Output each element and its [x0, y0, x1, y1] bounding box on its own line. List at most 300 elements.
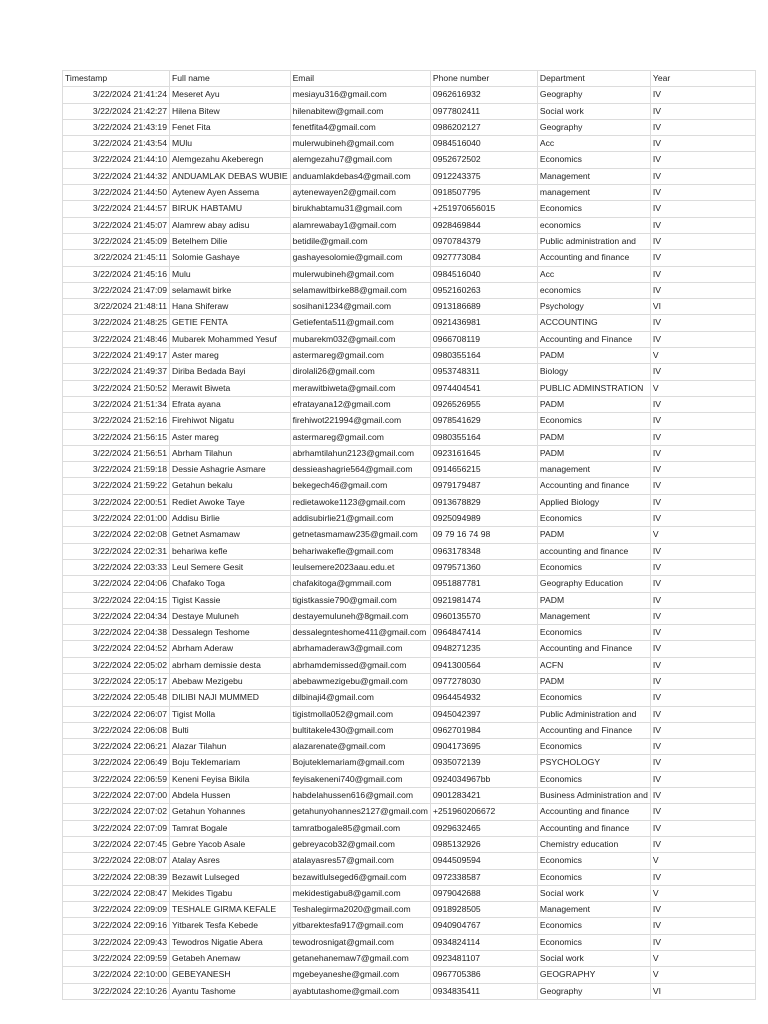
header-row	[63, 71, 756, 87]
timestamp-cell: 3/22/2024 21:44:32	[63, 168, 170, 184]
timestamp-cell: 3/22/2024 22:07:02	[63, 804, 170, 820]
email-cell: gebreyacob32@gmail.com	[290, 836, 430, 852]
timestamp-cell: 3/22/2024 21:44:50	[63, 185, 170, 201]
timestamp-cell: 3/22/2024 22:07:45	[63, 836, 170, 852]
year-cell: IV	[650, 217, 755, 233]
department-cell: Public administration and	[537, 233, 650, 249]
department-cell: ACFN	[537, 657, 650, 673]
timestamp-cell: 3/22/2024 22:04:06	[63, 576, 170, 592]
year-cell: IV	[650, 836, 755, 852]
timestamp-cell: 3/22/2024 22:04:52	[63, 641, 170, 657]
department-cell: Economics	[537, 771, 650, 787]
year-cell: IV	[650, 804, 755, 820]
phone-cell: 0978541629	[430, 413, 537, 429]
timestamp-cell: 3/22/2024 21:45:16	[63, 266, 170, 282]
timestamp-cell: 3/22/2024 22:10:00	[63, 967, 170, 983]
phone-cell: 0927773084	[430, 250, 537, 266]
year-cell: V	[650, 885, 755, 901]
timestamp-cell: 3/22/2024 21:56:15	[63, 429, 170, 445]
year-cell: IV	[650, 250, 755, 266]
table-row	[63, 657, 756, 673]
email-cell: Bojuteklemariam@gmail.com	[290, 755, 430, 771]
email-cell: alamrewabay1@gmail.com	[290, 217, 430, 233]
year-cell: IV	[650, 869, 755, 885]
year-cell: IV	[650, 152, 755, 168]
table-row	[63, 706, 756, 722]
email-cell: Teshalegirma2020@gmail.com	[290, 902, 430, 918]
table-row	[63, 168, 756, 184]
full-name-cell: Merawit Biweta	[170, 380, 291, 396]
table-row	[63, 543, 756, 559]
full-name-cell: Mekides Tigabu	[170, 885, 291, 901]
table-row	[63, 918, 756, 934]
year-cell: IV	[650, 543, 755, 559]
year-cell: V	[650, 348, 755, 364]
table-row	[63, 217, 756, 233]
year-cell: IV	[650, 625, 755, 641]
phone-cell: 0963178348	[430, 543, 537, 559]
timestamp-cell: 3/22/2024 21:44:57	[63, 201, 170, 217]
department-cell: PADM	[537, 592, 650, 608]
full-name-cell: Aster mareg	[170, 348, 291, 364]
phone-cell: 0935072139	[430, 755, 537, 771]
year-cell: IV	[650, 592, 755, 608]
year-cell: IV	[650, 559, 755, 575]
table-row	[63, 673, 756, 689]
year-cell: IV	[650, 201, 755, 217]
email-cell: dessalegnteshome411@gmail.com	[290, 625, 430, 641]
table-row	[63, 951, 756, 967]
year-cell: IV	[650, 641, 755, 657]
table-row	[63, 771, 756, 787]
column-header-full-name: Full name	[170, 71, 291, 87]
table-row	[63, 608, 756, 624]
table-row	[63, 625, 756, 641]
timestamp-cell: 3/22/2024 22:02:08	[63, 527, 170, 543]
phone-cell: 0901283421	[430, 788, 537, 804]
phone-cell: 0964847414	[430, 625, 537, 641]
timestamp-cell: 3/22/2024 22:10:26	[63, 983, 170, 999]
timestamp-cell: 3/22/2024 22:04:34	[63, 608, 170, 624]
timestamp-cell: 3/22/2024 22:05:02	[63, 657, 170, 673]
email-cell: ayabtutashome@gmail.com	[290, 983, 430, 999]
phone-cell: 0952160263	[430, 282, 537, 298]
year-cell: IV	[650, 657, 755, 673]
phone-cell: 0953748311	[430, 364, 537, 380]
phone-cell: 0944509594	[430, 853, 537, 869]
year-cell: IV	[650, 413, 755, 429]
year-cell: IV	[650, 511, 755, 527]
phone-cell: 0913678829	[430, 494, 537, 510]
department-cell: Geography	[537, 119, 650, 135]
year-cell: IV	[650, 690, 755, 706]
timestamp-cell: 3/22/2024 22:06:21	[63, 739, 170, 755]
full-name-cell: Chafako Toga	[170, 576, 291, 592]
timestamp-cell: 3/22/2024 21:52:16	[63, 413, 170, 429]
table-row	[63, 445, 756, 461]
phone-cell: 0926526955	[430, 396, 537, 412]
email-cell: tigistmolla052@gmail.com	[290, 706, 430, 722]
department-cell: PADM	[537, 445, 650, 461]
table-row	[63, 380, 756, 396]
year-cell: IV	[650, 706, 755, 722]
full-name-cell: Tewodros Nigatie Abera	[170, 934, 291, 950]
full-name-cell: Dessalegn Teshome	[170, 625, 291, 641]
table-row	[63, 348, 756, 364]
full-name-cell: Boju Teklemariam	[170, 755, 291, 771]
year-cell: IV	[650, 282, 755, 298]
department-cell: Management	[537, 608, 650, 624]
phone-cell: 0904173695	[430, 739, 537, 755]
email-cell: dirolali26@gmail.com	[290, 364, 430, 380]
timestamp-cell: 3/22/2024 22:05:17	[63, 673, 170, 689]
full-name-cell: GETIE FENTA	[170, 315, 291, 331]
table-row	[63, 494, 756, 510]
timestamp-cell: 3/22/2024 22:08:07	[63, 853, 170, 869]
phone-cell: 0986202127	[430, 119, 537, 135]
email-cell: mulerwubineh@gmail.com	[290, 136, 430, 152]
email-cell: abebawmezigebu@gmail.com	[290, 673, 430, 689]
table-row	[63, 869, 756, 885]
email-cell: abrhamaderaw3@gmail.com	[290, 641, 430, 657]
column-header-email: Email	[290, 71, 430, 87]
timestamp-cell: 3/22/2024 21:44:10	[63, 152, 170, 168]
phone-cell: 0918507795	[430, 185, 537, 201]
timestamp-cell: 3/22/2024 22:01:00	[63, 511, 170, 527]
phone-cell: 0977802411	[430, 103, 537, 119]
timestamp-cell: 3/22/2024 22:09:59	[63, 951, 170, 967]
year-cell: IV	[650, 103, 755, 119]
full-name-cell: Mulu	[170, 266, 291, 282]
table-row	[63, 250, 756, 266]
department-cell: Accounting and finance	[537, 820, 650, 836]
table-row	[63, 853, 756, 869]
department-cell: Applied Biology	[537, 494, 650, 510]
column-header-year: Year	[650, 71, 755, 87]
full-name-cell: selamawit birke	[170, 282, 291, 298]
year-cell: IV	[650, 331, 755, 347]
department-cell: Economics	[537, 413, 650, 429]
email-cell: merawitbiweta@gmail.com	[290, 380, 430, 396]
table-row	[63, 364, 756, 380]
email-cell: addisubirlie21@gmail.com	[290, 511, 430, 527]
timestamp-cell: 3/22/2024 22:07:00	[63, 788, 170, 804]
timestamp-cell: 3/22/2024 22:03:33	[63, 559, 170, 575]
full-name-cell: Tamrat Bogale	[170, 820, 291, 836]
phone-cell: 0962701984	[430, 722, 537, 738]
timestamp-cell: 3/22/2024 21:59:18	[63, 462, 170, 478]
full-name-cell: Fenet Fita	[170, 119, 291, 135]
full-name-cell: Ayantu Tashome	[170, 983, 291, 999]
year-cell: IV	[650, 266, 755, 282]
full-name-cell: Betelhem Dilie	[170, 233, 291, 249]
full-name-cell: Abrham Aderaw	[170, 641, 291, 657]
year-cell: V	[650, 527, 755, 543]
email-cell: birukhabtamu31@gmail.com	[290, 201, 430, 217]
email-cell: betidile@gmail.com	[290, 233, 430, 249]
year-cell: IV	[650, 608, 755, 624]
email-cell: tamratbogale85@gmail.com	[290, 820, 430, 836]
phone-cell: 0970784379	[430, 233, 537, 249]
table-row	[63, 201, 756, 217]
phone-cell: 0921436981	[430, 315, 537, 331]
timestamp-cell: 3/22/2024 22:05:48	[63, 690, 170, 706]
year-cell: IV	[650, 396, 755, 412]
phone-cell: 0914656215	[430, 462, 537, 478]
department-cell: Social work	[537, 103, 650, 119]
timestamp-cell: 3/22/2024 22:06:07	[63, 706, 170, 722]
phone-cell: 0977278030	[430, 673, 537, 689]
year-cell: IV	[650, 168, 755, 184]
table-row	[63, 511, 756, 527]
full-name-cell: Atalay Asres	[170, 853, 291, 869]
year-cell: IV	[650, 902, 755, 918]
full-name-cell: Aster mareg	[170, 429, 291, 445]
department-cell: ACCOUNTING	[537, 315, 650, 331]
year-cell: IV	[650, 771, 755, 787]
phone-cell: 0967705386	[430, 967, 537, 983]
phone-cell: +251960206672	[430, 804, 537, 820]
full-name-cell: Gebre Yacob Asale	[170, 836, 291, 852]
year-cell: V	[650, 380, 755, 396]
department-cell: Accounting and Finance	[537, 331, 650, 347]
year-cell: VI	[650, 983, 755, 999]
timestamp-cell: 3/22/2024 21:48:46	[63, 331, 170, 347]
department-cell: Public Administration and	[537, 706, 650, 722]
column-header-timestamp: Timestamp	[63, 71, 170, 87]
email-cell: anduamlakdebas4@gmail.com	[290, 168, 430, 184]
table-row	[63, 836, 756, 852]
email-cell: hilenabitew@gmail.com	[290, 103, 430, 119]
year-cell: IV	[650, 934, 755, 950]
department-cell: PADM	[537, 673, 650, 689]
full-name-cell: TESHALE GIRMA KEFALE	[170, 902, 291, 918]
department-cell: PUBLIC ADMINSTRATION	[537, 380, 650, 396]
email-cell: aytenewayen2@gmail.com	[290, 185, 430, 201]
department-cell: economics	[537, 217, 650, 233]
timestamp-cell: 3/22/2024 22:06:59	[63, 771, 170, 787]
year-cell: IV	[650, 673, 755, 689]
phone-cell: 0921981474	[430, 592, 537, 608]
full-name-cell: Bulti	[170, 722, 291, 738]
department-cell: PADM	[537, 527, 650, 543]
full-name-cell: behariwa kefle	[170, 543, 291, 559]
year-cell: IV	[650, 233, 755, 249]
timestamp-cell: 3/22/2024 21:45:11	[63, 250, 170, 266]
department-cell: Social work	[537, 951, 650, 967]
table-row	[63, 722, 756, 738]
year-cell: IV	[650, 494, 755, 510]
timestamp-cell: 3/22/2024 21:43:54	[63, 136, 170, 152]
year-cell: IV	[650, 185, 755, 201]
email-cell: dilbinaji4@gmail.com	[290, 690, 430, 706]
timestamp-cell: 3/22/2024 22:08:47	[63, 885, 170, 901]
department-cell: Economics	[537, 934, 650, 950]
full-name-cell: Abebaw Mezigebu	[170, 673, 291, 689]
year-cell: V	[650, 853, 755, 869]
full-name-cell: Alemgezahu Akeberegn	[170, 152, 291, 168]
full-name-cell: DILIBI NAJI MUMMED	[170, 690, 291, 706]
department-cell: Accounting and finance	[537, 804, 650, 820]
table-row	[63, 462, 756, 478]
full-name-cell: Alamrew abay adisu	[170, 217, 291, 233]
phone-cell: 0918928505	[430, 902, 537, 918]
department-cell: Economics	[537, 739, 650, 755]
year-cell: IV	[650, 576, 755, 592]
department-cell: Acc	[537, 136, 650, 152]
table-row	[63, 902, 756, 918]
email-cell: getahunyohannes2127@gmail.com	[290, 804, 430, 820]
full-name-cell: Hilena Bitew	[170, 103, 291, 119]
department-cell: PADM	[537, 348, 650, 364]
year-cell: VI	[650, 299, 755, 315]
full-name-cell: Tigist Molla	[170, 706, 291, 722]
department-cell: management	[537, 185, 650, 201]
email-cell: mubarekm032@gmail.com	[290, 331, 430, 347]
full-name-cell: BIRUK HABTAMU	[170, 201, 291, 217]
year-cell: V	[650, 967, 755, 983]
table-row	[63, 185, 756, 201]
department-cell: PADM	[537, 429, 650, 445]
full-name-cell: GEBEYANESH	[170, 967, 291, 983]
year-cell: IV	[650, 918, 755, 934]
timestamp-cell: 3/22/2024 22:04:38	[63, 625, 170, 641]
phone-cell: 0985132926	[430, 836, 537, 852]
email-cell: selamawitbirke88@gmail.com	[290, 282, 430, 298]
email-cell: astermareg@gmail.com	[290, 429, 430, 445]
phone-cell: 0929632465	[430, 820, 537, 836]
table-row	[63, 315, 756, 331]
phone-cell: 0960135570	[430, 608, 537, 624]
full-name-cell: Efrata ayana	[170, 396, 291, 412]
year-cell: IV	[650, 462, 755, 478]
email-cell: alemgezahu7@gmail.com	[290, 152, 430, 168]
email-cell: efratayana12@gmail.com	[290, 396, 430, 412]
email-cell: gashayesolomie@gmail.com	[290, 250, 430, 266]
full-name-cell: Meseret Ayu	[170, 87, 291, 103]
phone-cell: 0925094989	[430, 511, 537, 527]
full-name-cell: Dessie Ashagrie Asmare	[170, 462, 291, 478]
year-cell: IV	[650, 119, 755, 135]
full-name-cell: Bezawit Lulseged	[170, 869, 291, 885]
table-row	[63, 983, 756, 999]
email-cell: firehiwot221994@gmail.com	[290, 413, 430, 429]
email-cell: redietawoke1123@gmail.com	[290, 494, 430, 510]
timestamp-cell: 3/22/2024 21:56:51	[63, 445, 170, 461]
table-row	[63, 690, 756, 706]
full-name-cell: Abdela Hussen	[170, 788, 291, 804]
phone-cell: +251970656015	[430, 201, 537, 217]
table-row	[63, 739, 756, 755]
table-row	[63, 103, 756, 119]
department-cell: Economics	[537, 918, 650, 934]
table-row	[63, 804, 756, 820]
full-name-cell: Getahun Yohannes	[170, 804, 291, 820]
timestamp-cell: 3/22/2024 21:51:34	[63, 396, 170, 412]
year-cell: IV	[650, 87, 755, 103]
timestamp-cell: 3/22/2024 21:49:17	[63, 348, 170, 364]
timestamp-cell: 3/22/2024 21:59:22	[63, 478, 170, 494]
year-cell: V	[650, 951, 755, 967]
full-name-cell: Getnet Asmamaw	[170, 527, 291, 543]
table-row	[63, 119, 756, 135]
phone-cell: 0948271235	[430, 641, 537, 657]
phone-cell: 0912243375	[430, 168, 537, 184]
phone-cell: 0945042397	[430, 706, 537, 722]
email-cell: tewodrosnigat@gmail.com	[290, 934, 430, 950]
department-cell: Economics	[537, 690, 650, 706]
department-cell: Economics	[537, 869, 650, 885]
email-cell: habdelahussen616@gmail.com	[290, 788, 430, 804]
email-cell: astermareg@gmail.com	[290, 348, 430, 364]
department-cell: Psychology	[537, 299, 650, 315]
email-cell: bekegech46@gmail.com	[290, 478, 430, 494]
phone-cell: 0966708119	[430, 331, 537, 347]
year-cell: IV	[650, 755, 755, 771]
department-cell: Geography Education	[537, 576, 650, 592]
column-header-phone: Phone number	[430, 71, 537, 87]
timestamp-cell: 3/22/2024 21:50:52	[63, 380, 170, 396]
timestamp-cell: 3/22/2024 21:45:09	[63, 233, 170, 249]
full-name-cell: Hana Shiferaw	[170, 299, 291, 315]
email-cell: abrhamtilahun2123@gmail.com	[290, 445, 430, 461]
phone-cell: 0913186689	[430, 299, 537, 315]
full-name-cell: abrham demissie desta	[170, 657, 291, 673]
email-cell: mulerwubineh@gmail.com	[290, 266, 430, 282]
table-body	[63, 87, 756, 1000]
table-row	[63, 755, 756, 771]
department-cell: Economics	[537, 152, 650, 168]
full-name-cell: Abrham Tilahun	[170, 445, 291, 461]
email-cell: destayemuluneh@8gmail.com	[290, 608, 430, 624]
phone-cell: 0980355164	[430, 429, 537, 445]
department-cell: Accounting and finance	[537, 250, 650, 266]
phone-cell: 0923481107	[430, 951, 537, 967]
phone-cell: 0984516040	[430, 266, 537, 282]
table-row	[63, 87, 756, 103]
phone-cell: 0923161645	[430, 445, 537, 461]
department-cell: Accounting and Finance	[537, 641, 650, 657]
email-cell: bultitakele430@gmail.com	[290, 722, 430, 738]
phone-cell: 0952672502	[430, 152, 537, 168]
timestamp-cell: 3/22/2024 22:07:09	[63, 820, 170, 836]
email-cell: feyisakeneni740@gmail.com	[290, 771, 430, 787]
full-name-cell: Keneni Feyisa Bikila	[170, 771, 291, 787]
full-name-cell: Getahun bekalu	[170, 478, 291, 494]
year-cell: IV	[650, 478, 755, 494]
email-cell: mgebeyaneshe@gmail.com	[290, 967, 430, 983]
department-cell: Economics	[537, 625, 650, 641]
phone-cell: 0964454932	[430, 690, 537, 706]
department-cell: Accounting and Finance	[537, 722, 650, 738]
table-row	[63, 641, 756, 657]
table-row	[63, 331, 756, 347]
phone-cell: 0934824114	[430, 934, 537, 950]
email-cell: abrhamdemissed@gmail.com	[290, 657, 430, 673]
full-name-cell: Aytenew Ayen Assema	[170, 185, 291, 201]
phone-cell: 0979042688	[430, 885, 537, 901]
timestamp-cell: 3/22/2024 22:04:15	[63, 592, 170, 608]
timestamp-cell: 3/22/2024 22:06:08	[63, 722, 170, 738]
table-row	[63, 967, 756, 983]
table-row	[63, 820, 756, 836]
year-cell: IV	[650, 445, 755, 461]
timestamp-cell: 3/22/2024 21:43:19	[63, 119, 170, 135]
timestamp-cell: 3/22/2024 21:48:11	[63, 299, 170, 315]
email-cell: atalayasres57@gmail.com	[290, 853, 430, 869]
email-cell: bezawitlulseged6@gmail.com	[290, 869, 430, 885]
department-cell: Management	[537, 902, 650, 918]
